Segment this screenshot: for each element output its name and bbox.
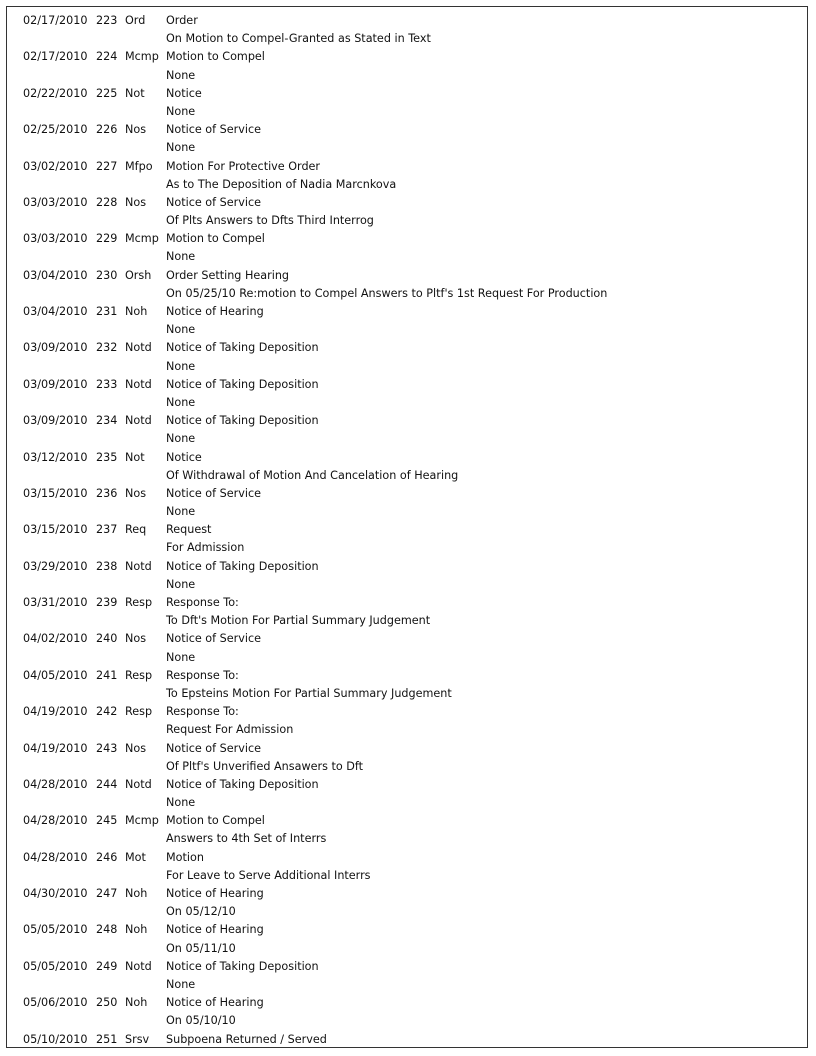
entry-date: 04/19/2010 [23, 705, 88, 719]
entry-header-line [23, 194, 799, 212]
docket-entry [23, 776, 799, 812]
entry-description: Of Pltf's Unverified Ansawers to Dft [166, 759, 363, 773]
entry-description-line [23, 321, 799, 339]
entry-number: 233 [96, 377, 118, 391]
entry-number: 239 [96, 596, 118, 609]
entry-title: Notice of Service [166, 195, 261, 209]
entry-code: Notd [125, 959, 152, 973]
docket-entry [23, 267, 799, 303]
entry-header-line [23, 48, 799, 66]
entry-description: None [166, 68, 196, 82]
entry-date: 03/09/2010 [23, 377, 88, 391]
entry-description: None [166, 359, 196, 373]
docket-list [23, 12, 799, 1049]
entry-description-line [23, 212, 799, 230]
entry-date: 03/03/2010 [23, 195, 88, 209]
entry-title: Notice of Hearing [166, 887, 264, 900]
entry-number: 224 [96, 50, 118, 64]
docket-entry [23, 594, 799, 630]
docket-entry [23, 958, 799, 994]
entry-header-line [23, 740, 799, 758]
entry-code: Orsh [125, 268, 152, 282]
entry-description-line [23, 903, 799, 921]
entry-header-line [23, 849, 799, 867]
docket-entry [23, 158, 799, 194]
docket-entry [23, 521, 799, 557]
entry-title: Notice of Hearing [166, 305, 264, 318]
entry-number: 244 [96, 777, 118, 791]
entry-description: None [166, 796, 196, 810]
entry-header-line [23, 376, 799, 394]
entry-description: To Epsteins Motion For Partial Summary Judgement [166, 686, 452, 700]
entry-description-line [23, 685, 799, 703]
entry-description: For Admission [166, 541, 245, 555]
entry-date: 03/03/2010 [23, 232, 88, 246]
entry-code: Ord [125, 14, 146, 27]
entry-code: Notd [125, 341, 152, 355]
entry-title: Notice [166, 450, 202, 464]
docket-entry [23, 339, 799, 375]
entry-description: None [166, 104, 196, 118]
entry-date: 05/05/2010 [23, 923, 88, 937]
entry-code: Nos [125, 123, 147, 137]
entry-title: Notice of Taking Deposition [166, 414, 319, 428]
entry-description: For Leave to Serve Additional Interrs [166, 868, 371, 882]
entry-date: 05/05/2010 [23, 959, 88, 973]
entry-header-line [23, 121, 799, 139]
entry-date: 04/28/2010 [23, 777, 88, 791]
entry-code: Nos [125, 741, 147, 755]
entry-description: None [166, 650, 196, 664]
entry-description: On Motion to Compel-Granted as Stated in Text [166, 32, 431, 46]
entry-number: 236 [96, 486, 118, 500]
entry-header-line [23, 303, 799, 321]
entry-description: None [166, 250, 196, 264]
entry-description: None [166, 577, 196, 591]
entry-number: 231 [96, 305, 118, 318]
entry-number: 238 [96, 559, 118, 573]
entry-description-line [23, 940, 799, 958]
entry-header-line [23, 12, 799, 30]
entry-description: Of Withdrawal of Motion And Cancelation of Hearing [166, 468, 459, 482]
entry-code: Noh [125, 887, 148, 900]
entry-title: Request [166, 523, 212, 537]
docket-entry [23, 812, 799, 848]
entry-description-line [23, 867, 799, 885]
entry-number: 241 [96, 668, 118, 682]
docket-entry [23, 85, 799, 121]
entry-code: Srsv [125, 1032, 150, 1046]
entry-title: Motion For Protective Order [166, 159, 321, 173]
entry-header-line [23, 558, 799, 576]
entry-code: Nos [125, 632, 147, 646]
entry-number: 235 [96, 450, 118, 464]
entry-number: 229 [96, 232, 118, 246]
entry-number: 250 [96, 996, 118, 1010]
entry-description-line [23, 30, 799, 48]
entry-description-line [23, 612, 799, 630]
entry-title: Notice [166, 86, 202, 100]
entry-header-line [23, 267, 799, 285]
docket-entry [23, 885, 799, 921]
entry-code: Resp [125, 668, 153, 682]
entry-description-line [23, 1012, 799, 1030]
entry-number: 242 [96, 705, 118, 719]
entry-description-line [23, 721, 799, 739]
entry-code: Nos [125, 195, 147, 209]
entry-header-line [23, 703, 799, 721]
entry-description: None [166, 505, 196, 519]
entry-description-line [23, 248, 799, 266]
entry-description: None [166, 432, 196, 446]
entry-title: Notice of Hearing [166, 996, 264, 1010]
docket-entry [23, 48, 799, 84]
entry-code: Not [125, 450, 145, 464]
entry-description-line [23, 976, 799, 994]
entry-number: 226 [96, 123, 118, 137]
entry-date: 03/09/2010 [23, 414, 88, 428]
entry-date: 03/02/2010 [23, 159, 88, 173]
entry-title: Notice of Taking Deposition [166, 777, 319, 791]
entry-title: Notice of Hearing [166, 923, 264, 937]
entry-date: 04/28/2010 [23, 814, 88, 828]
entry-date: 05/10/2010 [23, 1032, 88, 1046]
entry-description: As to The Deposition of Nadia Marcnkova [166, 177, 397, 191]
entry-description-line [23, 539, 799, 557]
entry-title: Response To: [166, 596, 239, 609]
docket-entry [23, 994, 799, 1030]
entry-description-line [23, 139, 799, 157]
entry-number: 230 [96, 268, 118, 282]
entry-title: Notice of Service [166, 486, 261, 500]
entry-number: 234 [96, 414, 118, 428]
entry-number: 225 [96, 86, 118, 100]
entry-description: On 05/12/10 [166, 905, 236, 919]
docket-entry [23, 230, 799, 266]
entry-number: 243 [96, 741, 118, 755]
entry-header-line [23, 885, 799, 903]
entry-title: Notice of Service [166, 632, 261, 646]
entry-date: 02/22/2010 [23, 86, 88, 100]
entry-title: Order [166, 14, 198, 27]
entry-title: Notice of Taking Deposition [166, 959, 319, 973]
entry-number: 248 [96, 923, 118, 937]
docket-entry [23, 194, 799, 230]
entry-header-line [23, 230, 799, 248]
entry-number: 232 [96, 341, 118, 355]
entry-code: Mcmp [125, 232, 159, 246]
entry-title: Response To: [166, 668, 239, 682]
entry-title: Motion to Compel [166, 232, 265, 246]
entry-code: Resp [125, 705, 153, 719]
docket-entry [23, 558, 799, 594]
entry-header-line [23, 339, 799, 357]
entry-code: Not [125, 86, 145, 100]
docket-entry [23, 630, 799, 666]
entry-header-line [23, 630, 799, 648]
entry-title: Response To: [166, 705, 239, 719]
entry-header-line [23, 521, 799, 539]
entry-code: Req [125, 523, 147, 537]
entry-header-line [23, 85, 799, 103]
entry-description: Request For Admission [166, 723, 294, 737]
entry-description-line [23, 285, 799, 303]
entry-title: Subpoena Returned / Served [166, 1032, 327, 1046]
entry-description-line [23, 176, 799, 194]
entry-number: 228 [96, 195, 118, 209]
entry-number: 251 [96, 1032, 118, 1046]
entry-date: 02/17/2010 [23, 50, 88, 64]
entry-description: Of Plts Answers to Dfts Third Interrog [166, 214, 374, 228]
entry-number: 246 [96, 850, 118, 864]
entry-code: Notd [125, 377, 152, 391]
entry-date: 04/30/2010 [23, 887, 88, 900]
entry-description-line [23, 467, 799, 485]
entry-code: Mcmp [125, 50, 159, 64]
entry-description: On 05/25/10 Re:motion to Compel Answers to Pltf's 1st Request For Production [166, 286, 608, 300]
entry-description-line [23, 430, 799, 448]
entry-header-line [23, 485, 799, 503]
entry-date: 03/09/2010 [23, 341, 88, 355]
entry-date: 03/04/2010 [23, 268, 88, 282]
entry-code: Noh [125, 923, 148, 937]
entry-date: 04/28/2010 [23, 850, 88, 864]
entry-code: Mcmp [125, 814, 159, 828]
entry-code: Notd [125, 414, 152, 428]
entry-header-line [23, 594, 799, 612]
entry-date: 03/31/2010 [23, 596, 88, 609]
docket-entry [23, 667, 799, 703]
entry-title: Motion to Compel [166, 50, 265, 64]
entry-title: Notice of Taking Deposition [166, 559, 319, 573]
entry-date: 05/06/2010 [23, 996, 88, 1010]
entry-code: Noh [125, 305, 148, 318]
entry-code: Notd [125, 559, 152, 573]
entry-date: 03/15/2010 [23, 486, 88, 500]
entry-number: 237 [96, 523, 118, 537]
entry-description: None [166, 395, 196, 409]
entry-header-line [23, 449, 799, 467]
entry-description-line [23, 394, 799, 412]
entry-title: Motion [166, 850, 204, 864]
entry-header-line [23, 667, 799, 685]
entry-date: 02/17/2010 [23, 14, 88, 27]
docket-entry [23, 703, 799, 739]
entry-description-line [23, 358, 799, 376]
docket-entry [23, 376, 799, 412]
entry-number: 247 [96, 887, 118, 900]
entry-number: 227 [96, 159, 118, 173]
entry-title: Order Setting Hearing [166, 268, 290, 282]
docket-entry [23, 849, 799, 885]
entry-date: 03/04/2010 [23, 305, 88, 318]
entry-number: 240 [96, 632, 118, 646]
entry-description-line [23, 67, 799, 85]
entry-description: To Dft's Motion For Partial Summary Judgement [166, 614, 431, 628]
entry-header-line [23, 776, 799, 794]
entry-description-line [23, 758, 799, 776]
entry-code: Notd [125, 777, 152, 791]
entry-title: Notice of Taking Deposition [166, 377, 319, 391]
entry-description-line [23, 503, 799, 521]
docket-entry [23, 303, 799, 339]
entry-date: 03/29/2010 [23, 559, 88, 573]
entry-code: Mot [125, 850, 146, 864]
entry-description-line [23, 830, 799, 848]
entry-description: Answers to 4th Set of Interrs [166, 832, 327, 846]
entry-header-line [23, 158, 799, 176]
entry-header-line [23, 1031, 799, 1049]
entry-title: Notice of Service [166, 123, 261, 137]
entry-description: None [166, 323, 196, 337]
entry-title: Notice of Service [166, 741, 261, 755]
docket-entry [23, 485, 799, 521]
entry-number: 249 [96, 959, 118, 973]
docket-entry [23, 12, 799, 48]
entry-number: 223 [96, 14, 118, 27]
entry-date: 02/25/2010 [23, 123, 88, 137]
entry-code: Mfpo [125, 159, 153, 173]
entry-description-line [23, 576, 799, 594]
page-frame [6, 6, 808, 1048]
entry-header-line [23, 921, 799, 939]
entry-date: 03/12/2010 [23, 450, 88, 464]
entry-description: None [166, 977, 196, 991]
entry-description: On 05/10/10 [166, 1014, 236, 1028]
docket-entry [23, 740, 799, 776]
entry-title: Motion to Compel [166, 814, 265, 828]
entry-description-line [23, 103, 799, 121]
docket-entry [23, 412, 799, 448]
entry-date: 04/05/2010 [23, 668, 88, 682]
entry-date: 04/02/2010 [23, 632, 88, 646]
entry-number: 245 [96, 814, 118, 828]
entry-description-line [23, 794, 799, 812]
docket-entry [23, 1031, 799, 1049]
entry-code: Resp [125, 596, 153, 609]
entry-header-line [23, 958, 799, 976]
entry-code: Noh [125, 996, 148, 1010]
entry-description-line [23, 649, 799, 667]
entry-header-line [23, 812, 799, 830]
docket-entry [23, 121, 799, 157]
entry-description: On 05/11/10 [166, 941, 236, 955]
entry-header-line [23, 994, 799, 1012]
docket-entry [23, 449, 799, 485]
entry-date: 03/15/2010 [23, 523, 88, 537]
entry-code: Nos [125, 486, 147, 500]
entry-date: 04/19/2010 [23, 741, 88, 755]
entry-header-line [23, 412, 799, 430]
entry-title: Notice of Taking Deposition [166, 341, 319, 355]
docket-entry [23, 921, 799, 957]
entry-description: None [166, 141, 196, 155]
